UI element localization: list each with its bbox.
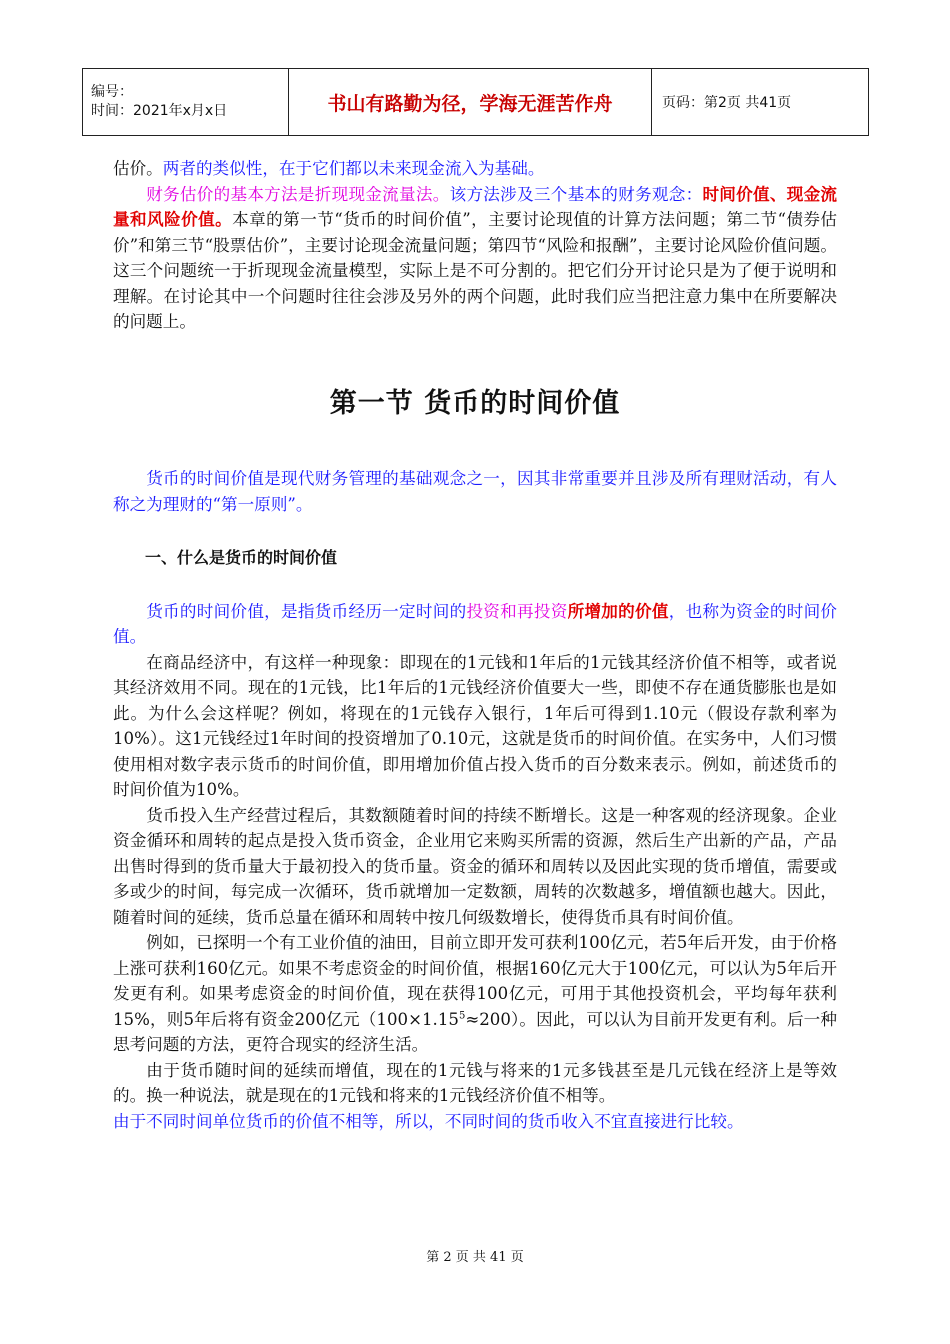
intro-p2-concepts: 时间价值、现金流量和风险价值。 bbox=[113, 183, 838, 229]
intro-p2-method: 财务估价的基本方法是折现现金流量法。 bbox=[146, 184, 450, 204]
paragraph-capital-circulation: 货币投入生产经营过程后，其数额随着时间的持续不断增长。这是一种客观的经济现象。企业资金循环和周转的起点是投入货币资金，企业用它来购买所需的资源，然后生产出新的产品，产品出售时得到的货币量大于最初投入的货币量。资金的循环和周转以及因此实现的货币增值，需要或多或少的时间，每完成一次循环，货币就增加一定数额，周转的次数越多，增值额也越大。因此，随着时间的延续，货币总量在循环和周转中按几何级数增长，使得货币具有时间价值。 bbox=[113, 805, 837, 927]
header-meta bbox=[83, 69, 289, 136]
header-page-info: 页码：第2页 共41页 bbox=[652, 69, 869, 136]
intro-p2-concepts-lead: 该方法涉及三个基本的财务观念： bbox=[449, 184, 703, 204]
intro-p2-body: 本章的第一节“货币的时间价值”，主要讨论现值的计算方法问题；第二节“债券估价”和第三节“股票估价”，主要讨论现金流量问题；第四节“风险和报酬”，主要讨论风险价值问题。这三个问题统一于折现现金流量模型，实际上是不可分割的。把它们分开讨论只是为了便于说明和理解。在讨论其中一个问题时往往会涉及另外的两个问题，此时我们应当把注意力集中在所要解决的问题上。 bbox=[113, 210, 837, 331]
definition-added-value: 所增加的价值 bbox=[567, 600, 669, 621]
paragraph-commodity-economy: 在商品经济中，有这样一种现象：即现在的1元钱和1年后的1元钱其经济价值不相等，或者说其经济效用不同。现在的1元钱，比1年后的1元钱经济价值要大一些，即使不存在通货膨胀也是如此。为什么会这样呢？例如，将现在的1元钱存入银行，1年后可得到1.10元（假设存款利率为10%）。这1元钱经过1年时间的投资增加了0.10元，这就是货币的时间价值。在实务中，人们习惯使用相对数字表示货币的时间价值，即用增加价值占投入货币的百分数来表示。例如，前述货币的时间价值为10%。 bbox=[113, 652, 837, 799]
oilfield-exponent: 5 bbox=[458, 1009, 466, 1021]
paragraph-oilfield-example bbox=[113, 930, 837, 1058]
definition-lead: 货币的时间价值，是指货币经历一定时间的 bbox=[146, 601, 467, 621]
oilfield-text-a: 例如，已探明一个有工业价值的油田，目前立即开发可获利100亿元，若5年后开发，由于价格上涨可获利160亿元。如果不考虑资金的时间价值，根据160亿元大于100亿元，可以认为5年后开发更有利。如果考虑资金的时间价值，现在获得100亿元，可用于其他投资机会，平均每年获利15%，则5年后将有资金200亿元（100×1.15 bbox=[113, 933, 837, 1029]
definition-paragraph bbox=[113, 599, 837, 650]
header-time-label: 时间：2021年x月x日 bbox=[91, 103, 228, 119]
section-intro: 货币的时间价值是现代财务管理的基础观念之一，因其非常重要并且涉及所有理财活动，有人称之为理财的“第一原则”。 bbox=[113, 469, 837, 514]
definition-investment: 投资和再投资 bbox=[466, 601, 568, 621]
paragraph-conclusion: 由于不同时间单位货币的价值不相等，所以，不同时间的货币收入不宜直接进行比较。 bbox=[113, 1111, 744, 1131]
intro-paragraph-2 bbox=[113, 182, 837, 335]
header-motto: 书山有路勤为径，学海无涯苦作舟 bbox=[289, 69, 652, 136]
definition-tail: ，也称为资金的时间价值。 bbox=[113, 601, 838, 646]
section-title: 第一节 货币的时间价值 bbox=[329, 387, 621, 419]
document-body bbox=[113, 156, 837, 1134]
paragraph-equivalence: 由于货币随时间的延续而增值，现在的1元钱与将来的1元多钱甚至是几元钱在经济上是等效的。换一种说法，就是现在的1元钱和将来的1元钱经济价值不相等。 bbox=[113, 1060, 837, 1105]
subsection-title: 一、什么是货币的时间价值 bbox=[145, 548, 338, 567]
intro-p1-highlight: 两者的类似性，在于它们都以未来现金流入为基础。 bbox=[162, 159, 545, 178]
page-header bbox=[82, 68, 869, 136]
intro-paragraph-1 bbox=[113, 156, 837, 182]
header-number-label: 编号： bbox=[91, 84, 133, 100]
page-footer: 第 2 页 共 41 页 bbox=[426, 1250, 524, 1265]
oilfield-text-b: ≈200）。因此，可以认为目前开发更有利。后一种思考问题的方法，更符合现实的经济生活。 bbox=[113, 1009, 837, 1054]
intro-p1-text: 估价。 bbox=[113, 159, 163, 178]
